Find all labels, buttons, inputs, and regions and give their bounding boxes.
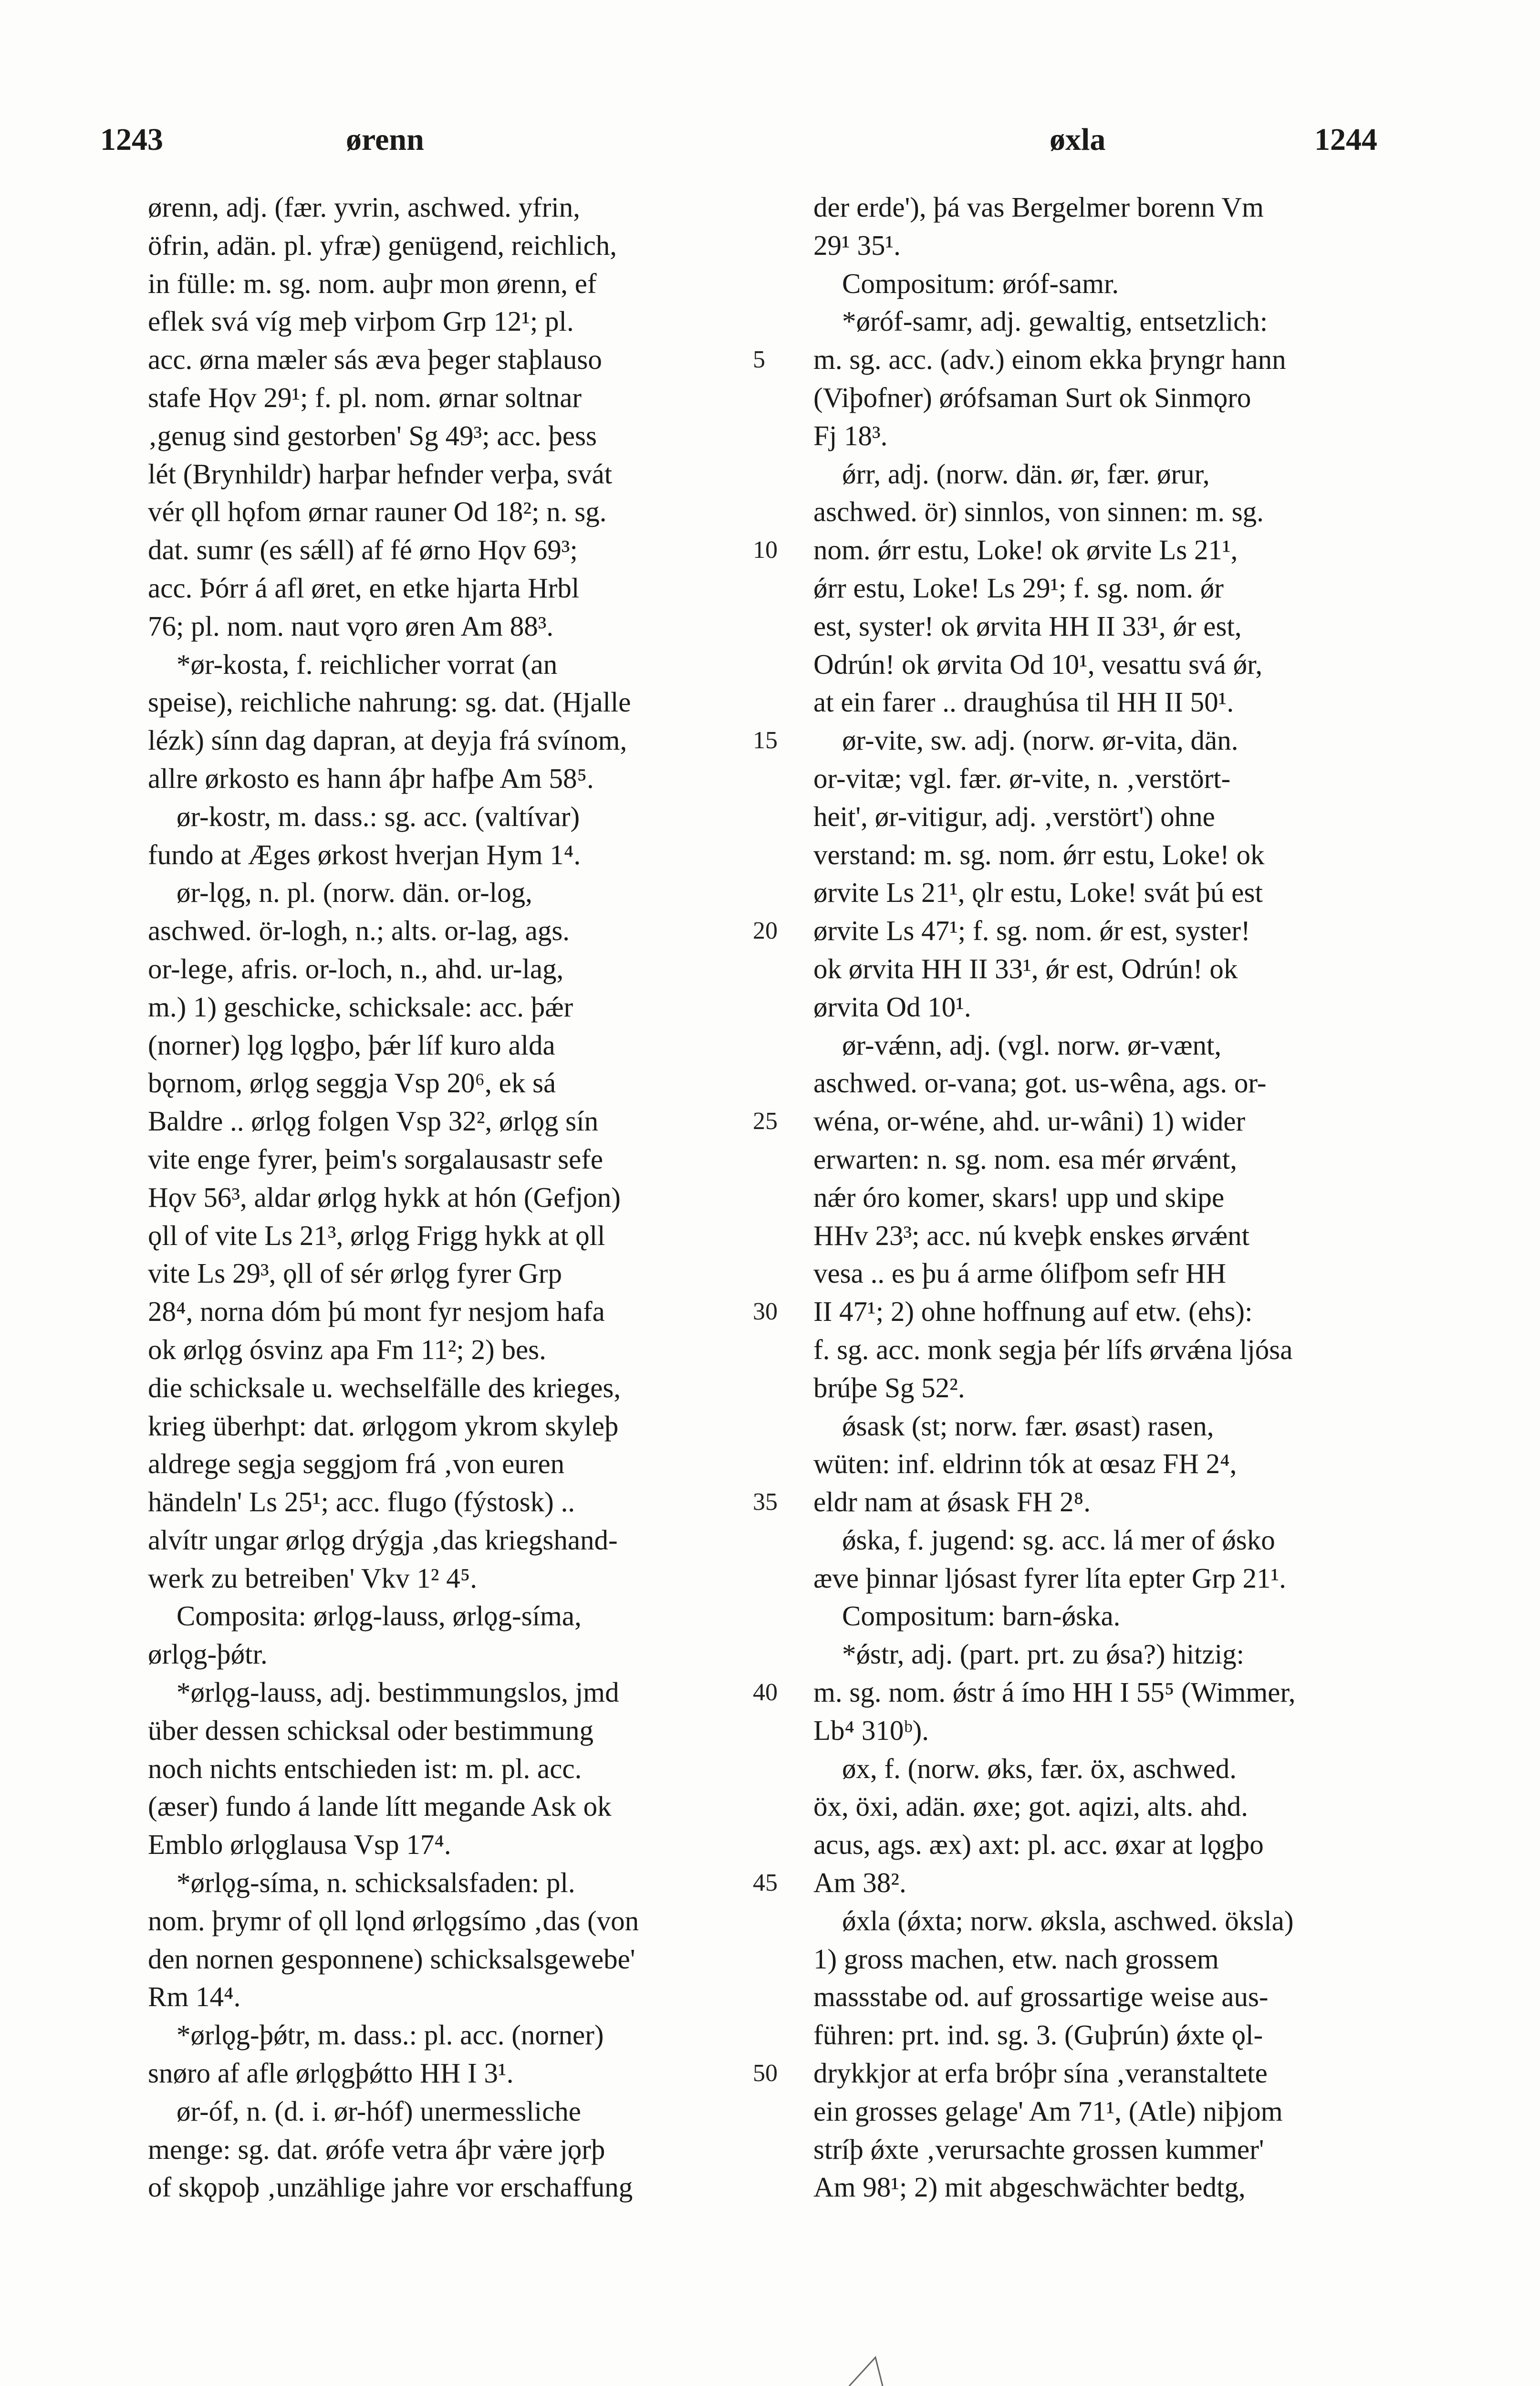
- text-line: or-lege, afris. or-loch, n., ahd. ur-lag,: [148, 952, 564, 984]
- text-line: Am 98¹; 2) mit abgeschwächter bedtg,: [813, 2171, 1246, 2203]
- text-line: Compositum: øróf-samr.: [842, 267, 1119, 299]
- text-line: erwarten: n. sg. nom. esa mér ørvǽnt,: [813, 1143, 1238, 1175]
- text-line: m. sg. acc. (adv.) einom ekka þryngr hann: [813, 344, 1286, 376]
- text-line: Hǫv 56³, aldar ørlǫg hykk at hón (Gefjon): [148, 1181, 621, 1213]
- text-line: ørenn, adj. (fær. yvrin, aschwed. yfrin,: [148, 191, 581, 223]
- text-line: alvítr ungar ørlǫg drýgja ‚das kriegshand-: [148, 1524, 618, 1556]
- text-line: vesa .. es þu á arme ólifþom sefr HH: [813, 1257, 1227, 1289]
- text-line: acus, ags. æx) axt: pl. acc. øxar at lǫgþo: [813, 1829, 1264, 1861]
- text-line: ørvite Ls 47¹; f. sg. nom. ǿr est, syster!: [813, 915, 1250, 947]
- text-line: Odrún! ok ørvita Od 10¹, vesattu svá ǿr,: [813, 648, 1263, 680]
- text-line: massstabe od. auf grossartige weise aus-: [813, 1981, 1269, 2013]
- text-line: acc. Þórr á afl øret, en etke hjarta Hrbl: [148, 572, 580, 604]
- text-line: 1) gross machen, etw. nach grossem: [813, 1943, 1219, 1975]
- text-line: nom. þrymr of ǫll lǫnd ørlǫgsímo ‚das (von: [148, 1905, 639, 1936]
- text-line: lézk) sínn dag dapran, at deyja frá svínom,: [148, 724, 627, 756]
- text-line: vite enge fyrer, þeim's sorgalausastr sefe: [148, 1143, 604, 1175]
- text-line: *øróf-samr, adj. gewaltig, entsetzlich:: [842, 305, 1268, 337]
- text-line: snøro af afle ørlǫgþǿtto HH I 3¹.: [148, 2057, 514, 2089]
- text-line: of skǫpoþ ‚unzählige jahre vor erschaffung: [148, 2171, 633, 2203]
- line-number: 20: [753, 917, 778, 945]
- page-number-right: 1244: [1314, 122, 1377, 157]
- text-line: ør-óf, n. (d. i. ør-hóf) unermessliche: [177, 2095, 581, 2127]
- text-line: die schicksale u. wechselfälle des krieges,: [148, 1371, 621, 1403]
- text-line: (æser) fundo á lande lítt megande Ask ok: [148, 1790, 612, 1822]
- text-line: werk zu betreiben' Vkv 1² 4⁵.: [148, 1562, 478, 1594]
- text-line: ǿxla (ǿxta; norw. øksla, aschwed. öksla): [842, 1905, 1294, 1936]
- text-line: in fülle: m. sg. nom. auþr mon ørenn, ef: [148, 267, 597, 299]
- text-line: vite Ls 29³, ǫll of sér ørlǫg fyrer Grp: [148, 1257, 562, 1289]
- text-line: at ein farer .. draughúsa til HH II 50¹.: [813, 686, 1234, 718]
- text-line: ein grosses gelage' Am 71¹, (Atle) niþjom: [813, 2095, 1283, 2127]
- text-line: ør-vite, sw. adj. (norw. ør-vita, dän.: [842, 724, 1238, 756]
- text-line: heit', ør-vitigur, adj. ‚verstört') ohne: [813, 800, 1215, 832]
- text-line: verstand: m. sg. nom. ǿrr estu, Loke! ok: [813, 838, 1265, 870]
- text-line: Am 38².: [813, 1867, 906, 1899]
- text-line: Lb⁴ 310ᵇ).: [813, 1714, 929, 1746]
- text-line: öfrin, adän. pl. yfræ) genügend, reichlich,: [148, 229, 617, 261]
- line-number: 40: [753, 1679, 778, 1706]
- text-line: öx, öxi, adän. øxe; got. aqizi, alts. ahd.: [813, 1790, 1249, 1822]
- text-line: nom. ǿrr estu, Loke! ok ørvite Ls 21¹,: [813, 534, 1238, 566]
- guide-word-left: ørenn: [346, 122, 424, 157]
- text-line: 76; pl. nom. naut vǫro øren Am 88³.: [148, 610, 554, 642]
- text-line: æve þinnar ljósast fyrer líta epter Grp 21¹.: [813, 1562, 1286, 1594]
- text-line: acc. ørna mæler sás æva þeger staþlauso: [148, 344, 602, 376]
- text-line: Compositum: barn-ǿska.: [842, 1600, 1121, 1632]
- text-line: Rm 14⁴.: [148, 1981, 241, 2013]
- left-column: [148, 188, 780, 2207]
- line-number: 15: [753, 727, 778, 754]
- line-number: 25: [753, 1108, 778, 1135]
- text-line: 29¹ 35¹.: [813, 229, 901, 261]
- text-line: lét (Brynhildr) harþar hefnder verþa, svát: [148, 458, 613, 490]
- text-line: f. sg. acc. monk segja þér lífs ørvǽna ljósa: [813, 1333, 1293, 1365]
- text-line: aschwed. or-vana; got. us-wêna, ags. or-: [813, 1067, 1267, 1099]
- text-line: Baldre .. ørlǫg folgen Vsp 32², ørlǫg sín: [148, 1105, 599, 1137]
- line-number: 10: [753, 536, 778, 564]
- text-line: m. sg. nom. ǿstr á ímo HH I 55⁵ (Wimmer,: [813, 1676, 1296, 1708]
- line-number: 5: [753, 346, 765, 374]
- text-line: ǿska, f. jugend: sg. acc. lá mer of ǿsko: [842, 1524, 1275, 1556]
- text-line: aschwed. ör) sinnlos, von sinnen: m. sg.: [813, 496, 1264, 528]
- text-line: *ørlǫg-þǿtr, m. dass.: pl. acc. (norner): [177, 2019, 604, 2051]
- text-line: allre ørkosto es hann áþr hafþe Am 58⁵.: [148, 762, 594, 794]
- text-line: dat. sumr (es sǽll) af fé ørno Hǫv 69³;: [148, 534, 578, 566]
- text-line: eldr nam at ǿsask FH 2⁸.: [813, 1486, 1091, 1518]
- text-line: Composita: ørlǫg-lauss, ørlǫg-síma,: [177, 1600, 582, 1632]
- text-line: Emblo ørlǫglausa Vsp 17⁴.: [148, 1829, 451, 1861]
- text-line: (norner) lǫg lǫgþo, þǽr líf kuro alda: [148, 1029, 555, 1061]
- text-line: ørvita Od 10¹.: [813, 991, 971, 1023]
- right-column: [813, 188, 1446, 2207]
- text-line: krieg überhpt: dat. ørlǫgom ykrom skyleþ: [148, 1410, 619, 1442]
- text-line: *ǿstr, adj. (part. prt. zu ǿsa?) hitzig:: [842, 1638, 1245, 1670]
- text-line: m.) 1) geschicke, schicksale: acc. þǽr: [148, 991, 573, 1023]
- text-line: or-vitæ; vgl. fær. ør-vite, n. ‚verstört-: [813, 762, 1231, 794]
- text-line: führen: prt. ind. sg. 3. (Guþrún) ǿxte ǫl-: [813, 2019, 1263, 2051]
- line-number: 30: [753, 1298, 778, 1326]
- text-line: händeln' Ls 25¹; acc. flugo (fýstosk) ..: [148, 1486, 575, 1518]
- text-line: stríþ ǿxte ‚verursachte grossen kummer': [813, 2133, 1264, 2165]
- text-line: HHv 23³; acc. nú kveþk enskes ørvǽnt: [813, 1219, 1249, 1251]
- text-line: est, syster! ok ørvita HH II 33¹, ǿr est,: [813, 610, 1242, 642]
- text-line: *ørlǫg-síma, n. schicksalsfaden: pl.: [177, 1867, 575, 1899]
- pencil-scribble-mark: [830, 2353, 906, 2386]
- text-line: (Viþofner) ørófsaman Surt ok Sinmǫro: [813, 381, 1251, 413]
- text-line: 28⁴, norna dóm þú mont fyr nesjom hafa: [148, 1296, 605, 1328]
- text-line: ǿrr estu, Loke! Ls 29¹; f. sg. nom. ǿr: [813, 572, 1224, 604]
- text-line: noch nichts entschieden ist: m. pl. acc.: [148, 1752, 582, 1784]
- text-line: ǿrr, adj. (norw. dän. ør, fær. ørur,: [842, 458, 1210, 490]
- text-line: drykkjor at erfa bróþr sína ‚veranstaltete: [813, 2057, 1268, 2089]
- line-number: 50: [753, 2060, 778, 2087]
- text-line: øx, f. (norw. øks, fær. öx, aschwed.: [842, 1752, 1237, 1784]
- text-line: *ør-kosta, f. reichlicher vorrat (an: [177, 648, 558, 680]
- guide-word-right: øxla: [1050, 122, 1106, 157]
- line-number: 45: [753, 1869, 778, 1897]
- text-line: ǿsask (st; norw. fær. øsast) rasen,: [842, 1410, 1214, 1442]
- text-line: ør-vǽnn, adj. (vgl. norw. ør-vænt,: [842, 1029, 1222, 1061]
- text-line: ør-lǫg, n. pl. (norw. dän. or-log,: [177, 877, 532, 909]
- text-line: wüten: inf. eldrinn tók at œsaz FH 2⁴,: [813, 1448, 1237, 1480]
- text-line: aschwed. ör-logh, n.; alts. or-lag, ags.: [148, 915, 570, 947]
- text-line: aldrege segja seggjom frá ‚von euren: [148, 1448, 565, 1480]
- text-line: ok ørlǫg ósvinz apa Fm 11²; 2) bes.: [148, 1333, 546, 1365]
- text-line: nǽr óro komer, skars! upp und skipe: [813, 1181, 1225, 1213]
- text-line: ørvite Ls 21¹, ǫlr estu, Loke! svát þú est: [813, 877, 1263, 909]
- text-line: stafe Hǫv 29¹; f. pl. nom. ørnar soltnar: [148, 381, 582, 413]
- text-line: *ørlǫg-lauss, adj. bestimmungslos, jmd: [177, 1676, 619, 1708]
- text-line: brúþe Sg 52².: [813, 1371, 965, 1403]
- text-line: der erde'), þá vas Bergelmer borenn Vm: [813, 191, 1264, 223]
- text-line: wéna, or-wéne, ahd. ur-wâni) 1) wider: [813, 1105, 1246, 1137]
- text-line: fundo at Æges ørkost hverjan Hym 1⁴.: [148, 838, 581, 870]
- text-line: Fj 18³.: [813, 419, 888, 451]
- text-line: ‚genug sind gestorben' Sg 49³; acc. þess: [148, 419, 597, 451]
- text-line: II 47¹; 2) ohne hoffnung auf etw. (ehs):: [813, 1296, 1253, 1328]
- text-line: ørlǫg-þǿtr.: [148, 1638, 268, 1670]
- text-line: den nornen gesponnene) schicksalsgewebe': [148, 1943, 635, 1975]
- text-line: bǫrnom, ørlǫg seggja Vsp 20⁶, ek sá: [148, 1067, 556, 1099]
- text-line: ǫll of vite Ls 21³, ørlǫg Frigg hykk at ǫll: [148, 1219, 605, 1251]
- text-line: vér ǫll hǫfom ørnar rauner Od 18²; n. sg.: [148, 496, 607, 528]
- text-line: speise), reichliche nahrung: sg. dat. (Hjalle: [148, 686, 631, 718]
- page-number-left: 1243: [100, 122, 163, 157]
- text-line: ør-kostr, m. dass.: sg. acc. (valtívar): [177, 800, 580, 832]
- text-line: ok ørvita HH II 33¹, ǿr est, Odrún! ok: [813, 952, 1238, 984]
- line-number: 35: [753, 1488, 778, 1516]
- text-line: menge: sg. dat. ørófe vetra áþr væ̇re jǫrþ: [148, 2133, 605, 2165]
- text-line: über dessen schicksal oder bestimmung: [148, 1714, 593, 1746]
- text-line: eflek svá víg meþ virþom Grp 12¹; pl.: [148, 305, 574, 337]
